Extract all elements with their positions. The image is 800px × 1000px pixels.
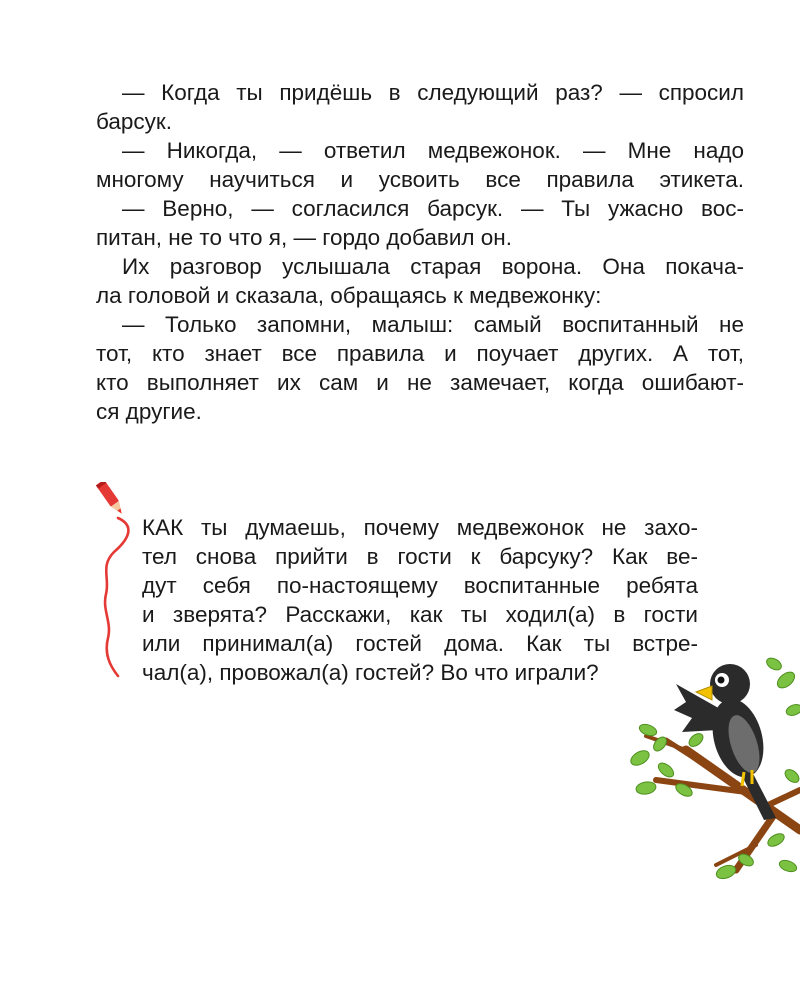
red-pencil-icon [88,482,148,682]
pencil-wavy-line [105,518,128,676]
task-question [142,513,698,687]
story-line: — Только запомни, малыш: самый воспитанный не [122,312,744,337]
task-line: тел снова прийти в гости к барсуку? Как ве- [142,544,698,569]
story-line: — Верно, — согласился барсук. — Ты ужасно вос- [122,196,744,221]
task-line: чал(а), провожал(а) гостей? Во что играли? [142,660,599,685]
task-line: КАК ты думаешь, почему медвежонок не захо- [142,515,698,540]
task-line: дут себя по-настоящему воспитанные ребята [142,573,698,598]
task-line: или принимал(а) гостей дома. Как ты встре- [142,631,698,656]
story-line: многому научиться и усвоить все правила этикета. [96,167,744,192]
task-line: и зверята? Расскажи, как ты ходил(а) в гости [142,602,698,627]
story-line: ся другие. [96,399,202,424]
story-text [96,78,744,426]
story-line: барсук. [96,109,172,134]
story-line: кто выполняет их сам и не замечает, когда ошибают- [96,370,744,395]
story-line: — Когда ты придёшь в следующий раз? — спросил [122,80,744,105]
story-line: Их разговор услышала старая ворона. Она покача- [122,254,744,279]
story-line: питан, не то что я, — гордо добавил он. [96,225,512,250]
crow-on-branch-illustration [626,640,800,880]
story-line: ла головой и сказала, обращаясь к медвежонку: [96,283,602,308]
story-line: тот, кто знает все правила и поучает других. А тот, [96,341,744,366]
story-line: — Никогда, — ответил медвежонок. — Мне надо [122,138,744,163]
